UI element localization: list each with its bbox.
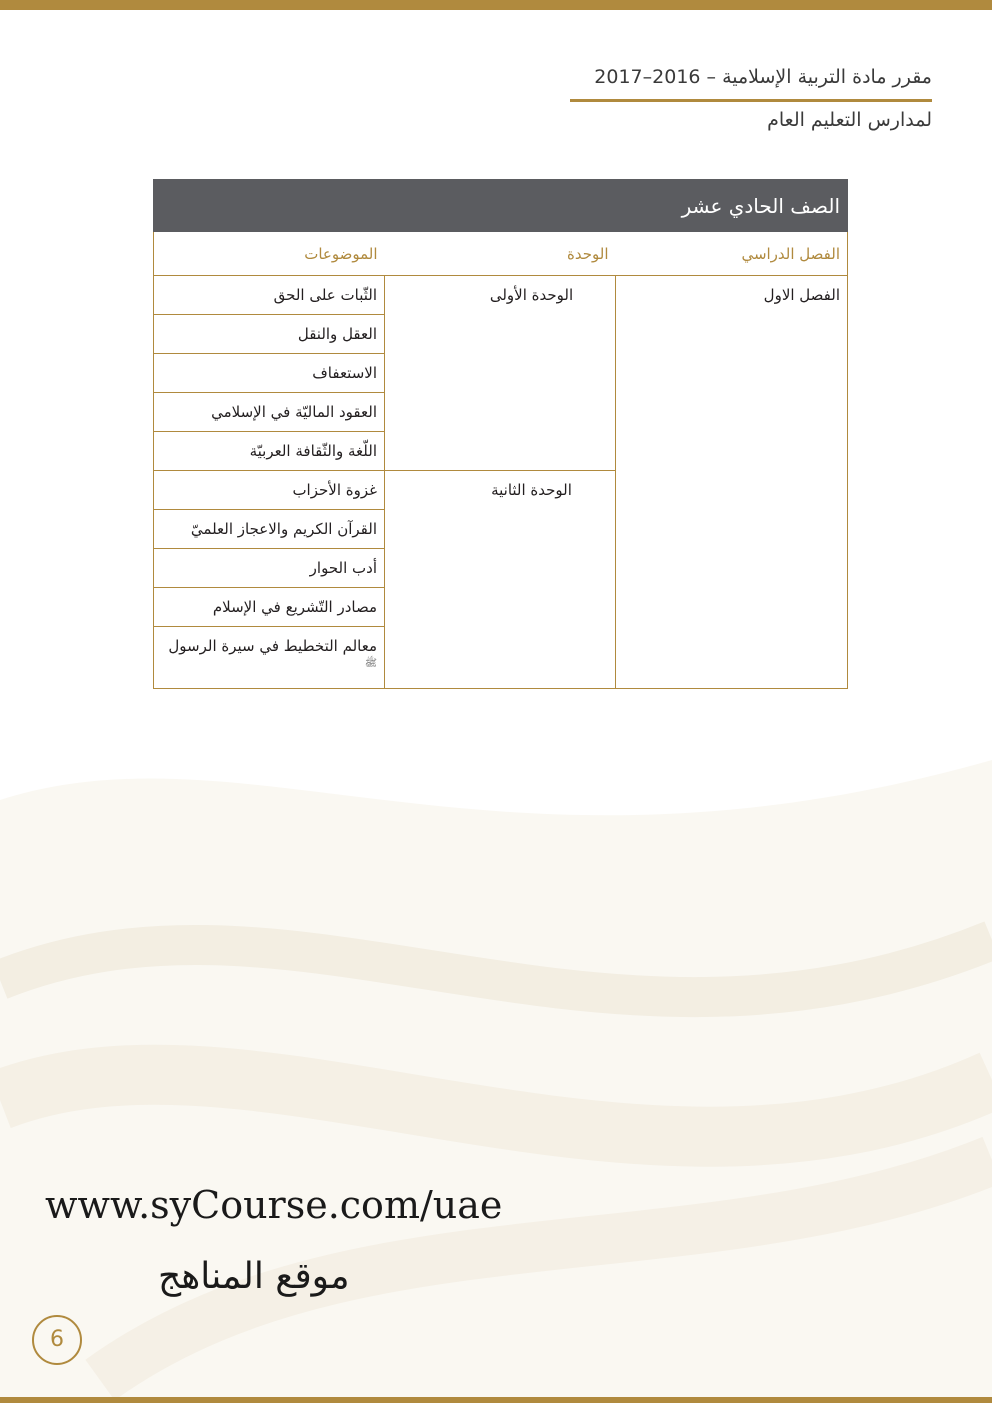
topic-cell: القرآن الكريم والاعجاز العلميّ [154,510,385,549]
column-header-row [154,232,848,276]
column-header-topics: الموضوعات [154,232,385,276]
topic-cell: اللّغة والثّقافة العربيّة [154,432,385,471]
curriculum-table [153,179,848,689]
topic-text: معالم التخطيط في سيرة الرسول [168,637,377,655]
grade-title: الصف الحادي عشر [154,180,848,232]
semester-cell: الفصل الاول [616,276,848,689]
page-number: 6 [32,1315,82,1365]
grade-header-row [154,180,848,232]
bottom-accent-bar [0,1397,992,1403]
unit-cell-2: الوحدة الثانية [385,471,616,689]
topic-cell: العقل والنقل [154,315,385,354]
topic-cell: غزوة الأحزاب [154,471,385,510]
header-divider [570,99,932,102]
topic-cell: الاستعفاف [154,354,385,393]
pbuh-mark: ﷺ [364,658,377,669]
column-header-semester: الفصل الدراسي [616,232,848,276]
website-url: www.syCourse.com/uae [45,1183,503,1227]
column-header-unit: الوحدة [385,232,616,276]
table-row [154,276,848,315]
top-accent-bar [0,0,992,10]
topic-cell: أدب الحوار [154,549,385,588]
unit-cell-1: الوحدة الأولى [385,276,616,471]
topic-cell: العقود الماليّة في الإسلامي [154,393,385,432]
topic-cell: الثّبات على الحق [154,276,385,315]
background-waves [0,680,992,1397]
topic-cell-last [154,627,385,689]
course-title: مقرر مادة التربية الإسلامية – 2016–2017 [594,66,932,88]
course-subtitle: لمدارس التعليم العام [767,109,932,131]
site-name: موقع المناهج [158,1256,350,1297]
topic-cell: مصادر التّشريع في الإسلام [154,588,385,627]
